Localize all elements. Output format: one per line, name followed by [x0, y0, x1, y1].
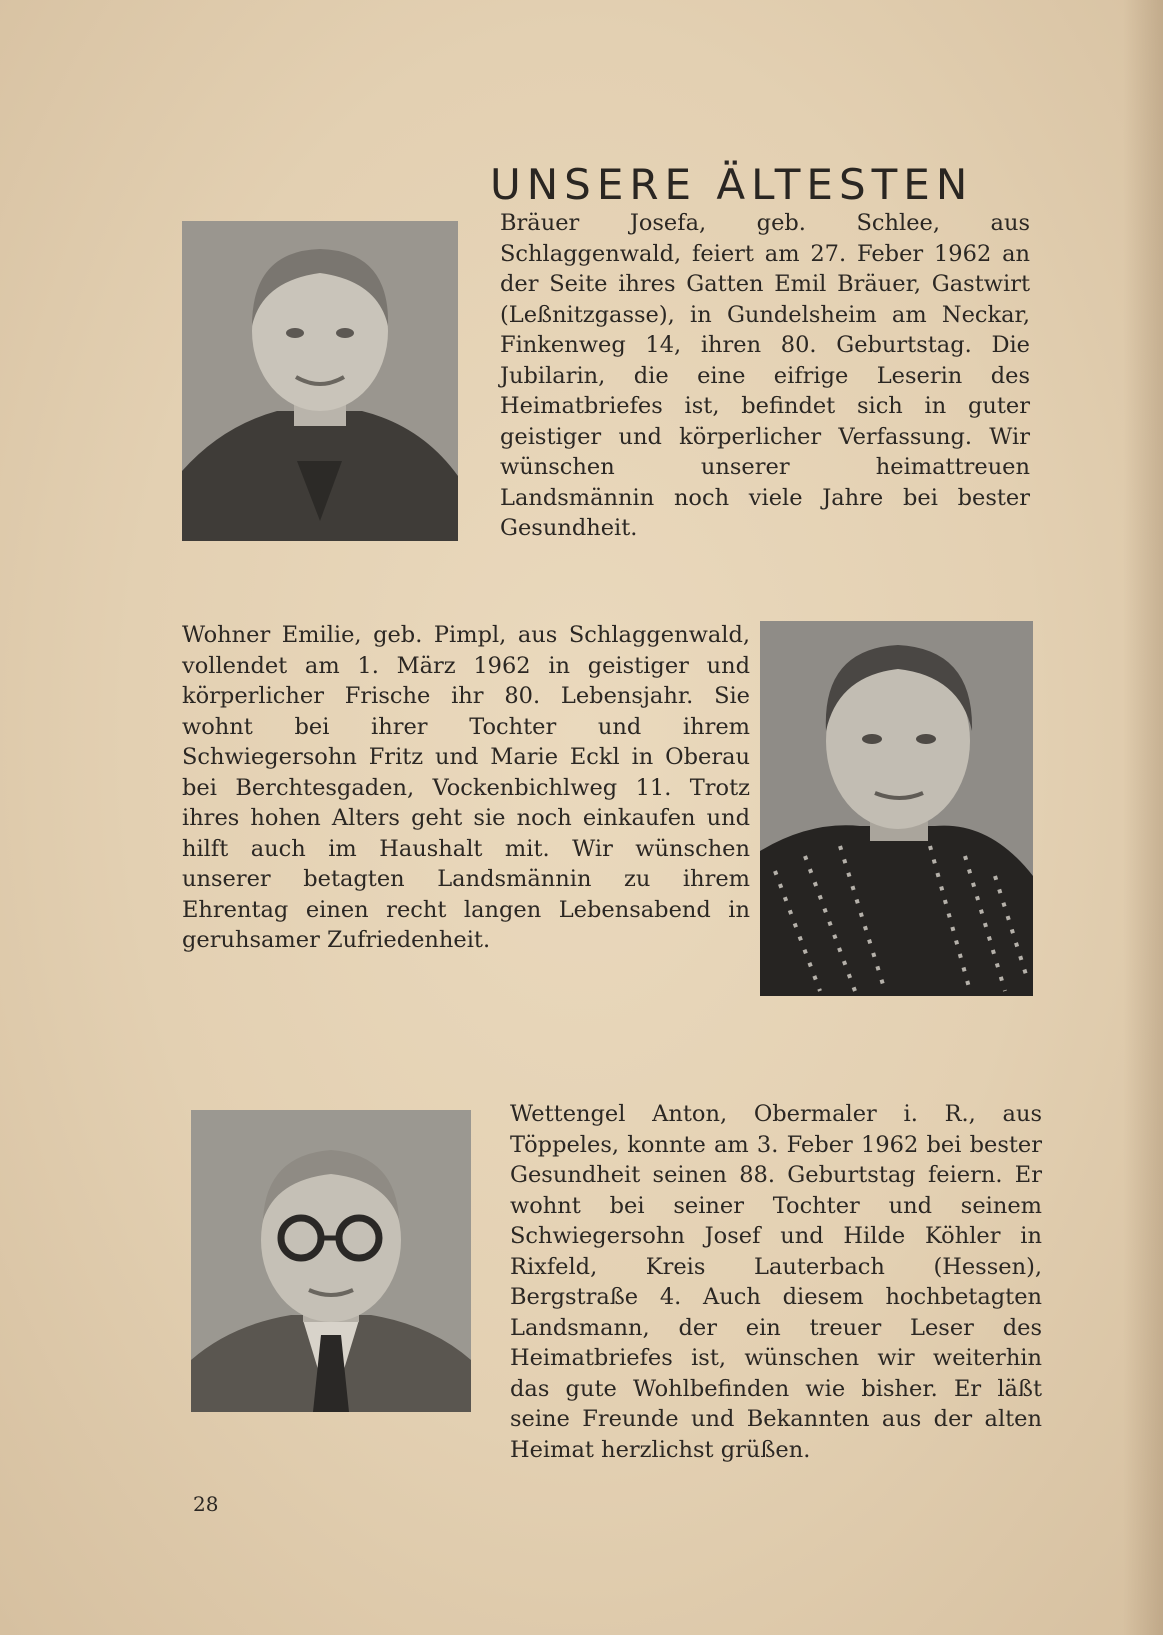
- portrait-photo-elderly-woman-2: [760, 621, 1033, 996]
- portrait-photo-elderly-man: [191, 1110, 471, 1412]
- portrait-photo-elderly-woman: [182, 221, 458, 541]
- page-edge-shadow: [1123, 0, 1163, 1635]
- page-number: 28: [193, 1492, 219, 1516]
- entry-2-text: Wohner Emilie, geb. Pimpl, aus Schlaggenwald, vollendet am 1. März 1962 in geistiger und körperlicher Frische ihr 80. Lebensjahr. Sie wohnt bei ihrer Tochter und ihrem Schwiegersohn Fritz und Marie Eckl in Oberau bei Berchtesgaden, Vockenbichlweg 11. Trotz ihres hohen Alters geht sie noch einkaufen und hilft auch im Haushalt mit. Wir wünschen unserer betagten Landsmännin zu ihrem Ehrentag einen recht langen Lebensabend in geruhsamer Zufriedenheit.: [182, 622, 750, 953]
- page-title: UNSERE ÄLTESTEN: [490, 160, 974, 210]
- entry-1-text: Bräuer Josefa, geb. Schlee, aus Schlaggenwald, feiert am 27. Feber 1962 an der Seite ihres Gatten Emil Bräuer, Gastwirt (Leßnitzgasse), in Gundelsheim am Neckar, Finkenweg 14, ihren 80. Geburtstag. Die Jubilarin, die eine eifrige Leserin des Heimatbriefes ist, befindet sich in guter geistiger und körperlicher Verfassung. Wir wünschen unserer heimattreuen Landsmännin noch viele Jahre bei bester Gesundheit.: [500, 210, 1030, 541]
- entry-3-text: Wettengel Anton, Obermaler i. R., aus Töppeles, konnte am 3. Feber 1962 bei bester Gesundheit seinen 88. Geburtstag feiern. Er wohnt bei seiner Tochter und seinem Schwiegersohn Josef und Hilde Köhler in Rixfeld, Kreis Lauterbach (Hessen), Bergstraße 4. Auch diesem hochbetagten Landsmann, der ein treuer Leser des Heimatbriefes ist, wünschen wir weiterhin das gute Wohlbefinden wie bisher. Er läßt seine Freunde und Bekannten aus der alten Heimat herzlichst grüßen.: [510, 1101, 1042, 1463]
